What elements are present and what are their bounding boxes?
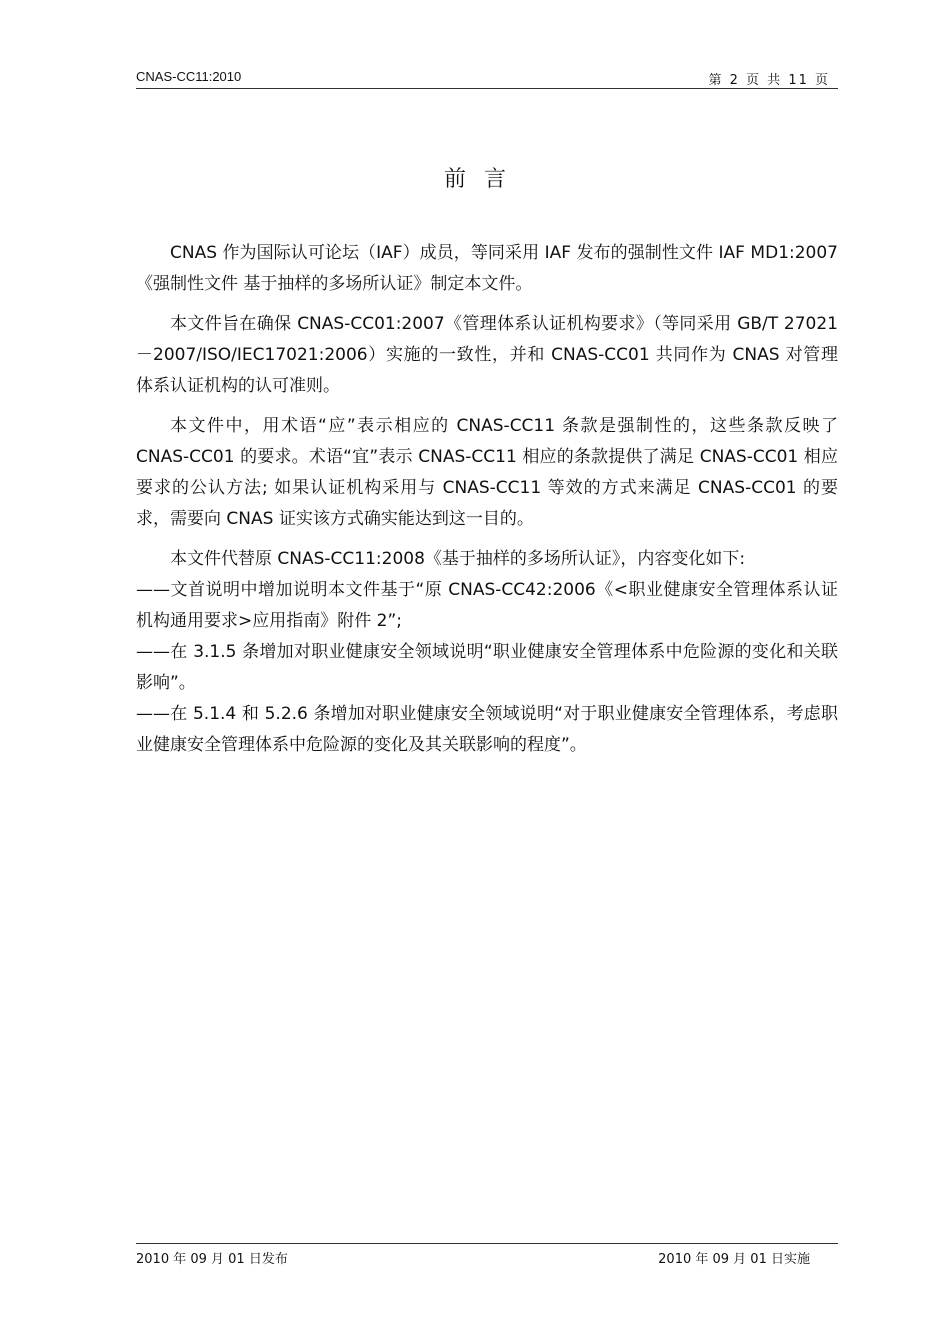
doc-code: CNAS-CC11:2010 xyxy=(136,69,242,84)
publish-date: 2010 年 09 月 01 日发布 xyxy=(136,1252,288,1267)
paragraph: CNAS 作为国际认可论坛（IAF）成员，等同采用 IAF 发布的强制性文件 IAF MD1:2007《强制性文件 基于抽样的多场所认证》制定本文件。 xyxy=(136,243,838,294)
change-item: ——文首说明中增加说明本文件基于“原 CNAS-CC42:2006《<职业健康安全管理体系认证机构通用要求>应用指南》附件 2”; xyxy=(136,580,838,631)
paragraph: 本文件旨在确保 CNAS-CC01:2007《管理体系认证机构要求》（等同采用 GB/T 27021－2007/ISO/IEC17021:2006）实施的一致性，并和 CNAS-CC01 共同作为 CNAS 对管理体系认证机构的认可准则。 xyxy=(136,314,838,396)
page-header xyxy=(136,66,838,89)
page-title: 前言 xyxy=(443,167,524,192)
change-item: ——在 3.1.5 条增加对职业健康安全领域说明“职业健康安全管理体系中危险源的变化和关联影响”。 xyxy=(136,642,838,693)
paragraph: 本文件代替原 CNAS-CC11:2008《基于抽样的多场所认证》，内容变化如下: xyxy=(170,549,746,569)
change-item: ——在 5.1.4 和 5.2.6 条增加对职业健康安全领域说明“对于职业健康安全管理体系，考虑职业健康安全管理体系中危险源的变化及其关联影响的程度”。 xyxy=(136,704,838,755)
paragraph: 本文件中，用术语“应”表示相应的 CNAS-CC11 条款是强制性的，这些条款反映了 CNAS-CC01 的要求。术语“宜”表示 CNAS-CC11 相应的条款提供了满足 CNAS-CC01 相应要求的公认方法; 如果认证机构采用与 CNAS-CC11 等效的方式来满足 CNAS-CC01 的要求，需要向 CNAS 证实该方式确实能达到这一目的。 xyxy=(136,416,838,529)
page-number: 第 2 页 共 11 页 xyxy=(708,73,830,88)
document-body xyxy=(136,238,838,761)
effective-date: 2010 年 09 月 01 日实施 xyxy=(658,1252,810,1267)
page-footer xyxy=(136,1243,838,1267)
